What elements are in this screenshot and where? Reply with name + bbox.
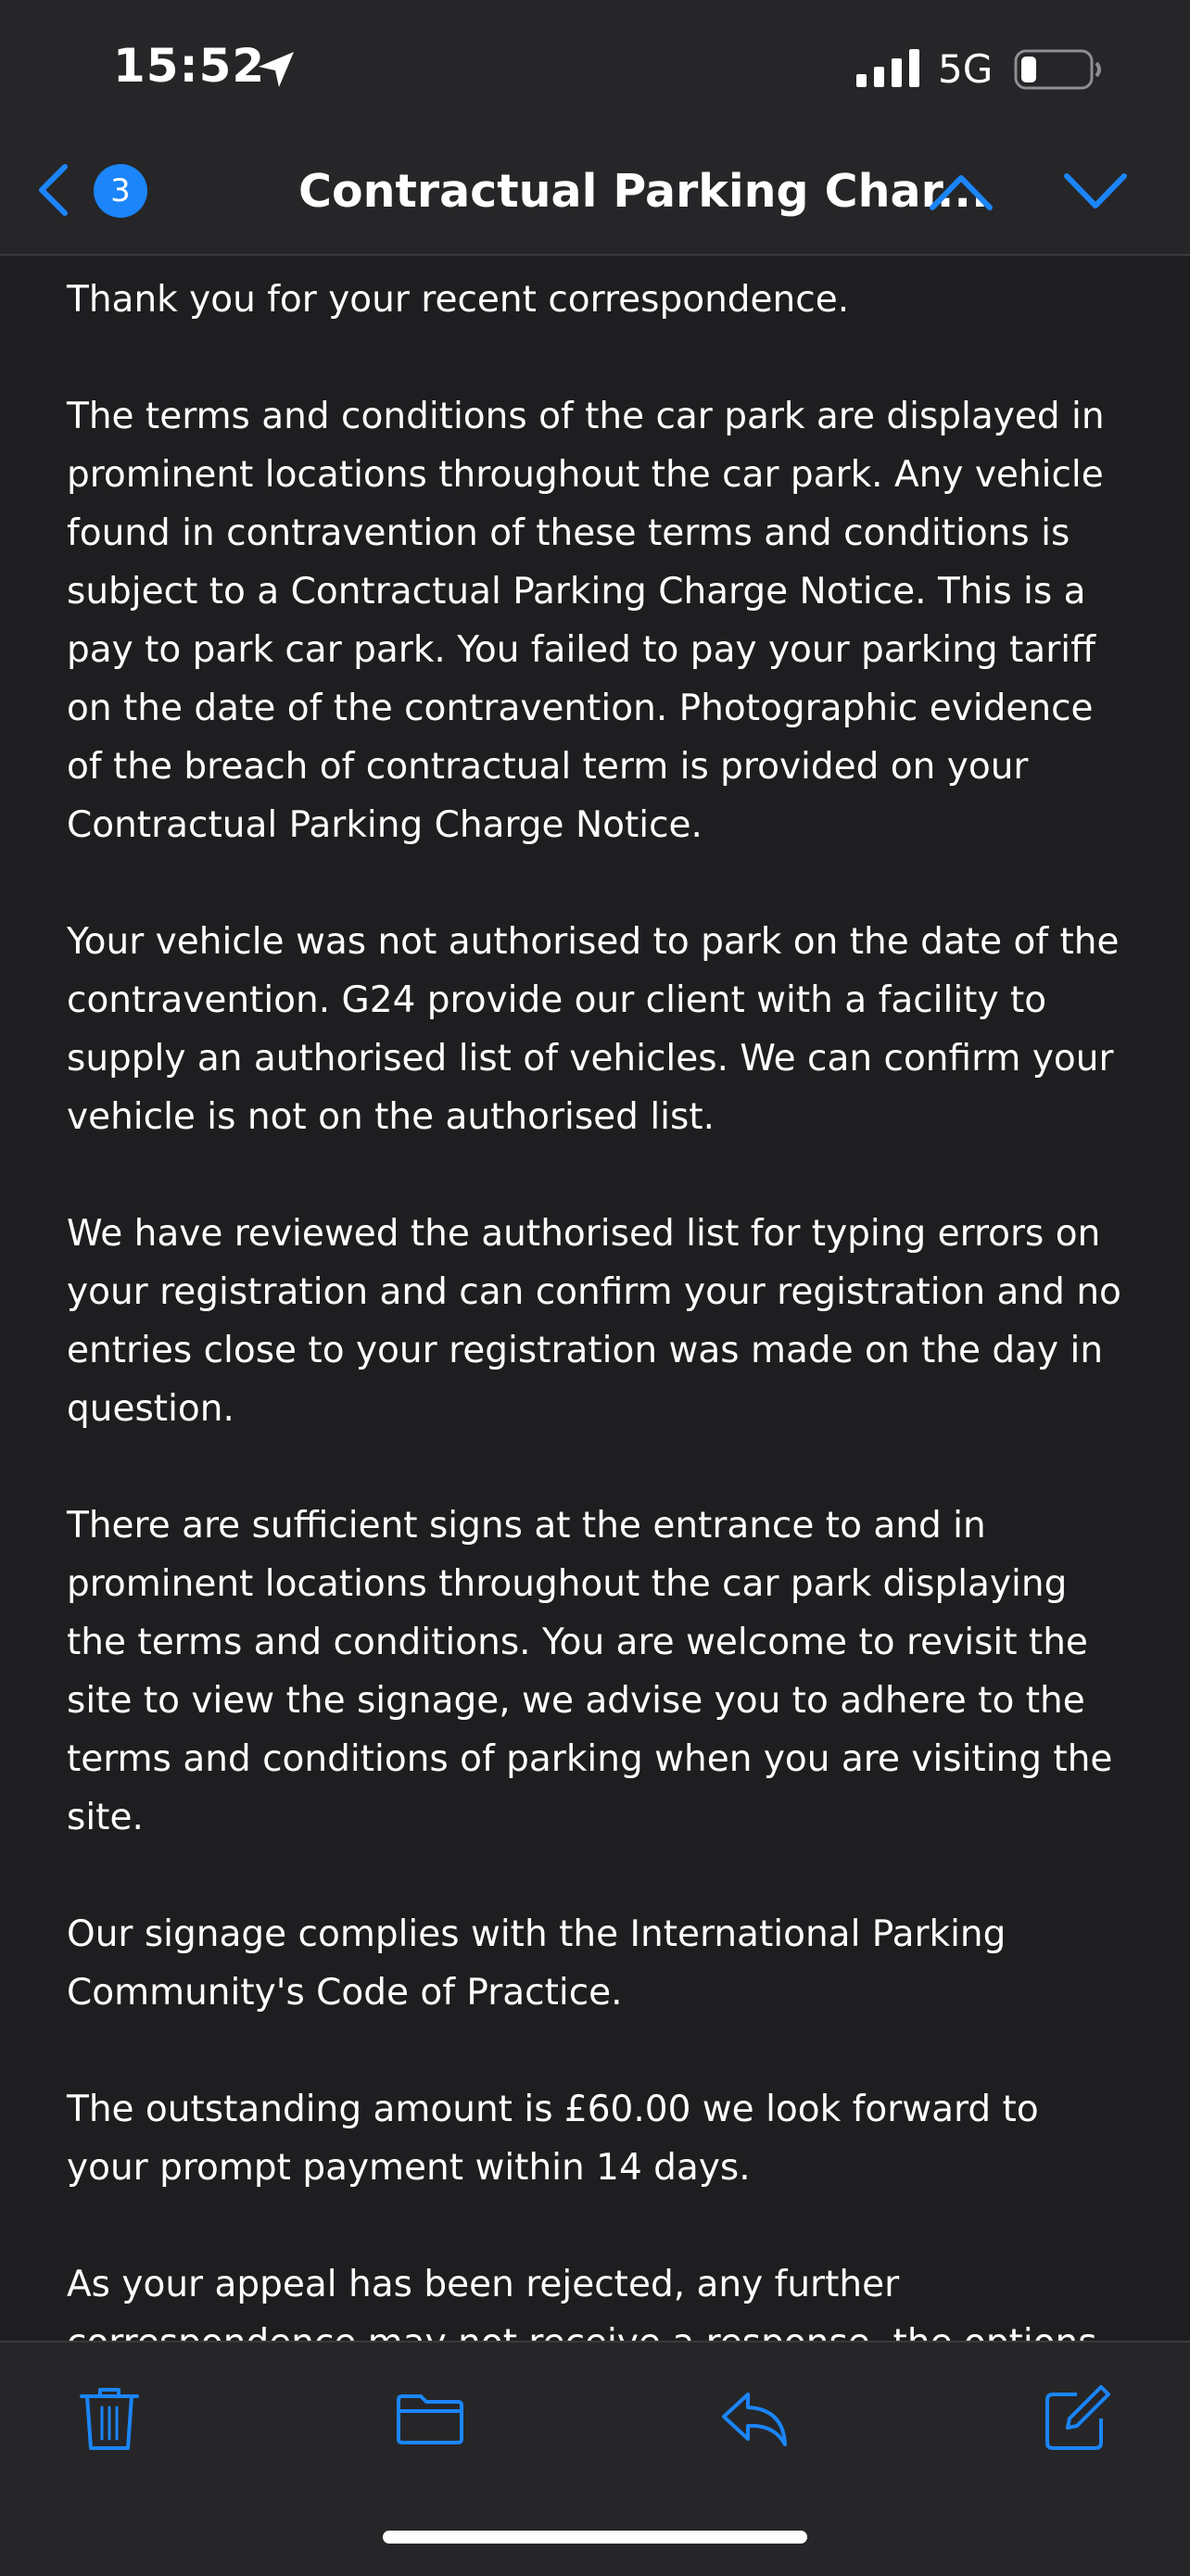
cellular-signal-icon [856, 48, 919, 87]
status-time: 15:52 [113, 39, 266, 93]
status-bar [0, 0, 1190, 139]
reply-icon[interactable] [716, 2381, 791, 2456]
home-indicator[interactable] [383, 2531, 807, 2544]
email-paragraph: We have reviewed the authorised list for typing errors on your registration and can confirm your registration and no entries close to your registration was made on the day in question. [67, 1213, 1121, 1430]
folder-icon[interactable] [393, 2381, 467, 2456]
email-body-scroll[interactable] [0, 256, 1190, 2341]
compose-icon[interactable] [1040, 2381, 1114, 2456]
unread-count-badge[interactable]: 3 [94, 164, 147, 218]
email-paragraph: Our signage complies with the International Parking Community's Code of Practice. [67, 1913, 1006, 2014]
email-paragraph: Thank you for your recent correspondence. [67, 279, 850, 321]
chevron-up-icon[interactable] [927, 170, 995, 213]
email-paragraph: The terms and conditions of the car park are displayed in prominent locations throughout the car park. Any vehicle found in contravention of these terms and conditions is subject to a Contractual Parking Charge Notice. This is a pay to park car park. You failed to pay your parking tariff on the date of the contravention. Photographic evidence of the breach of contractual term is provided on your Contractual Parking Charge Notice. [67, 396, 1105, 846]
back-chevron-icon[interactable] [33, 161, 72, 219]
message-subject-title: Contractual Parking Char... [298, 165, 989, 218]
email-paragraph: The outstanding amount is £60.00 we look forward to your prompt payment within 14 days. [67, 2089, 1039, 2189]
message-nav-bar [0, 139, 1190, 256]
email-paragraph: There are sufficient signs at the entrance to and in prominent locations throughout the car park displaying the terms and conditions. You are welcome to revisit the site to view the signage, we advise you to adhere to the terms and conditions of parking when you are visiting the site. [67, 1505, 1113, 1838]
email-body [67, 271, 1123, 2489]
chevron-down-icon[interactable] [1061, 170, 1130, 213]
network-type-label: 5G [938, 46, 994, 92]
email-paragraph: Your vehicle was not authorised to park on the date of the contravention. G24 provide our client with a facility to supply an authorised list of vehicles. We can confirm your vehicle is not on the authorised list. [67, 921, 1120, 1138]
trash-icon[interactable] [72, 2381, 146, 2456]
battery-icon [1014, 49, 1103, 90]
location-arrow-icon [255, 48, 298, 91]
email-paragraph: As your appeal has been rejected, any further [67, 2264, 900, 2305]
